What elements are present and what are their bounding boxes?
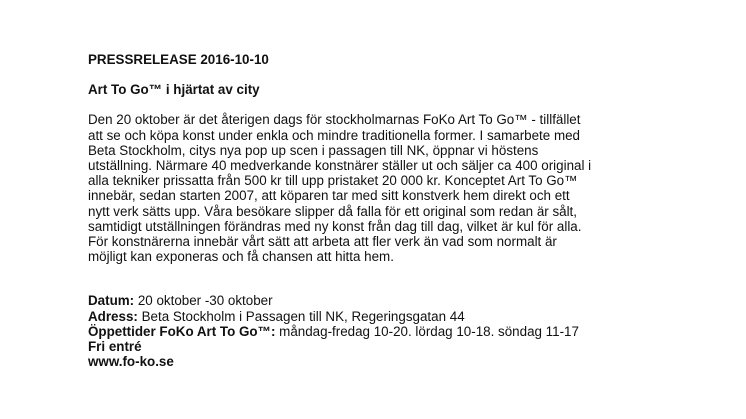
body-line: möjligt kan exponeras och få chansen att hitta hem. bbox=[88, 249, 394, 265]
date-label: Datum: bbox=[88, 293, 135, 309]
body-line: att se och köpa konst under enkla och mindre traditionella former. I samarbete med bbox=[88, 127, 580, 143]
event-info bbox=[88, 293, 668, 369]
body-line: innebär, sedan starten 2007, att köparen tar med sitt konstverk hem direkt och ett bbox=[88, 188, 570, 204]
document-title: Art To Go™ i hjärtat av city bbox=[88, 82, 260, 98]
opening-hours-label: Öppettider FoKo Art To Go™: bbox=[88, 323, 276, 339]
release-heading: PRESSRELEASE 2016-10-10 bbox=[88, 52, 269, 67]
date-value: 20 oktober -30 oktober bbox=[134, 293, 273, 309]
body-text bbox=[88, 112, 668, 264]
opening-hours-value: måndag-fredag 10-20. lördag 10-18. söndag 11-17 bbox=[275, 323, 579, 339]
date-row bbox=[88, 293, 668, 308]
body-line: alla tekniker prissatta från 500 kr till upp pristaket 20 000 kr. Konceptet Art To Go™ bbox=[88, 173, 578, 189]
website-link[interactable]: www.fo-ko.se bbox=[88, 354, 174, 370]
free-entry-row bbox=[88, 339, 668, 354]
body-line: Den 20 oktober är det återigen dags för stockholmarnas FoKo Art To Go™ - tillfället bbox=[88, 112, 581, 128]
address-row bbox=[88, 309, 668, 324]
body-line: Beta Stockholm, citys nya pop up scen i passagen till NK, öppnar vi höstens bbox=[88, 142, 539, 158]
free-entry-label: Fri entré bbox=[88, 339, 142, 355]
opening-hours-row bbox=[88, 324, 668, 339]
address-value: Beta Stockholm i Passagen till NK, Regeringsgatan 44 bbox=[137, 308, 465, 324]
body-line: nytt verk sätts upp. Våra besökare slipper då falla för ett original som redan är sålt, bbox=[88, 203, 578, 219]
website-row bbox=[88, 354, 668, 369]
body-line: utställning. Närmare 40 medverkande konstnärer ställer ut och säljer ca 400 original i bbox=[88, 158, 592, 174]
press-release-page bbox=[88, 52, 668, 369]
body-line: samtidigt utställningen förändras med ny konst från dag till dag, vilket är kul för alla. bbox=[88, 218, 582, 234]
body-line: För konstnärerna innebär vårt sätt att arbeta att fler verk än vad som normalt är bbox=[88, 234, 557, 250]
address-label: Adress: bbox=[88, 308, 138, 324]
